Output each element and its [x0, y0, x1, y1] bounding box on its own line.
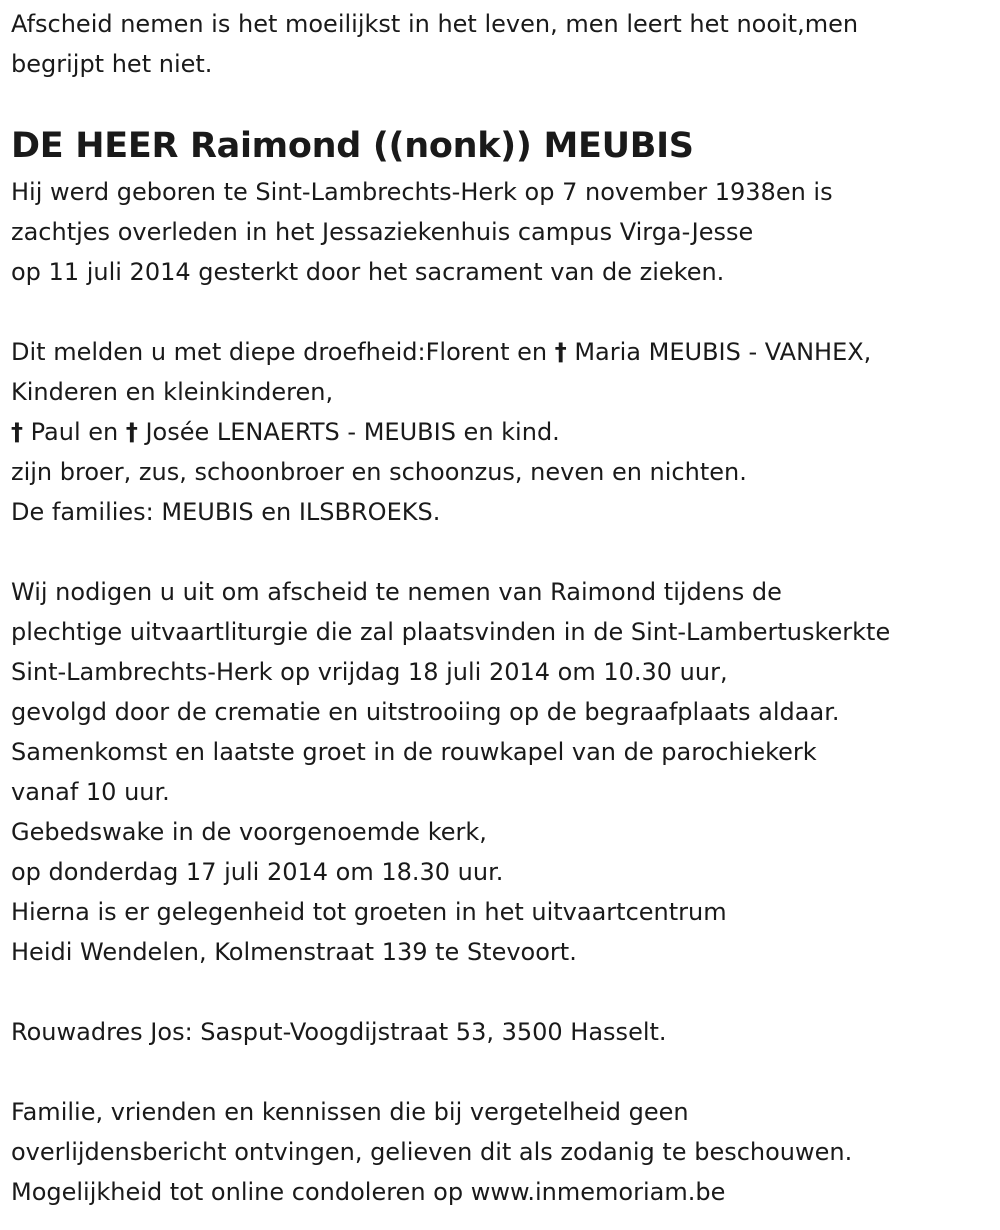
- spacer: [11, 532, 996, 572]
- ceremony-line: Hierna is er gelegenheid tot groeten in het uitvaartcentrum: [11, 898, 727, 926]
- ceremony-line: Sint-Lambrechts-Herk op vrijdag 18 juli 2014 om 10.30 uur,: [11, 658, 728, 686]
- spacer: [11, 1052, 996, 1092]
- ceremony-line: gevolgd door de crematie en uitstrooiing op de begraafplaats aldaar.: [11, 698, 840, 726]
- family-line-part: Josée LENAERTS - MEUBIS en kind.: [137, 418, 560, 446]
- cross-icon: †: [11, 418, 23, 446]
- family-line: [11, 332, 996, 372]
- ceremony-line: Wij nodigen u uit om afscheid te nemen van Raimond tijdens de: [11, 578, 782, 606]
- family-line-suffix: Maria MEUBIS - VANHEX,: [566, 338, 872, 366]
- ceremony-line: vanaf 10 uur.: [11, 778, 170, 806]
- ceremony-line: Samenkomst en laatste groet in de rouwkapel van de parochiekerk: [11, 738, 817, 766]
- obituary-document: [11, 4, 996, 1212]
- intro-line: Afscheid nemen is het moeilijkst in het leven, men leert het nooit,men: [11, 10, 859, 38]
- family-line: Kinderen en kleinkinderen,: [11, 378, 334, 406]
- spacer: [11, 292, 996, 332]
- deceased-name: DE HEER Raimond ((nonk)) MEUBIS: [11, 126, 694, 166]
- bio-line: Hij werd geboren te Sint-Lambrechts-Herk op 7 november 1938en is: [11, 178, 833, 206]
- family-line: zijn broer, zus, schoonbroer en schoonzus, neven en nichten.: [11, 458, 747, 486]
- ceremony-line: op donderdag 17 juli 2014 om 18.30 uur.: [11, 858, 504, 886]
- ceremony-line: Gebedswake in de voorgenoemde kerk,: [11, 818, 487, 846]
- ceremony-line: Heidi Wendelen, Kolmenstraat 139 te Stevoort.: [11, 938, 577, 966]
- bio-line: zachtjes overleden in het Jessaziekenhuis campus Virga-Jesse: [11, 218, 754, 246]
- bio-line: op 11 juli 2014 gesterkt door het sacrament van de zieken.: [11, 258, 725, 286]
- bio-text: [11, 172, 996, 292]
- cross-icon: †: [554, 338, 567, 366]
- family-line: [11, 412, 996, 452]
- family-text: [11, 332, 996, 532]
- family-line-prefix: Dit melden u met diepe droefheid:Florent en: [11, 338, 555, 366]
- closing-text: [11, 1092, 996, 1212]
- cross-icon: †: [125, 418, 138, 446]
- ceremony-text: [11, 572, 996, 972]
- closing-line: Mogelijkheid tot online condoleren op www.inmemoriam.be: [11, 1178, 726, 1206]
- intro-line: begrijpt het niet.: [11, 50, 213, 78]
- intro-text: [11, 4, 996, 84]
- family-line-part: Paul en: [23, 418, 126, 446]
- ceremony-line: plechtige uitvaartliturgie die zal plaatsvinden in de Sint-Lambertuskerkte: [11, 618, 891, 646]
- family-line: De families: MEUBIS en ILSBROEKS.: [11, 498, 441, 526]
- mourning-address: Rouwadres Jos: Sasput-Voogdijstraat 53, 3500 Hasselt.: [11, 1018, 667, 1046]
- spacer: [11, 972, 996, 1012]
- closing-line: Familie, vrienden en kennissen die bij vergetelheid geen: [11, 1098, 689, 1126]
- closing-line: overlijdensbericht ontvingen, gelieven dit als zodanig te beschouwen.: [11, 1138, 853, 1166]
